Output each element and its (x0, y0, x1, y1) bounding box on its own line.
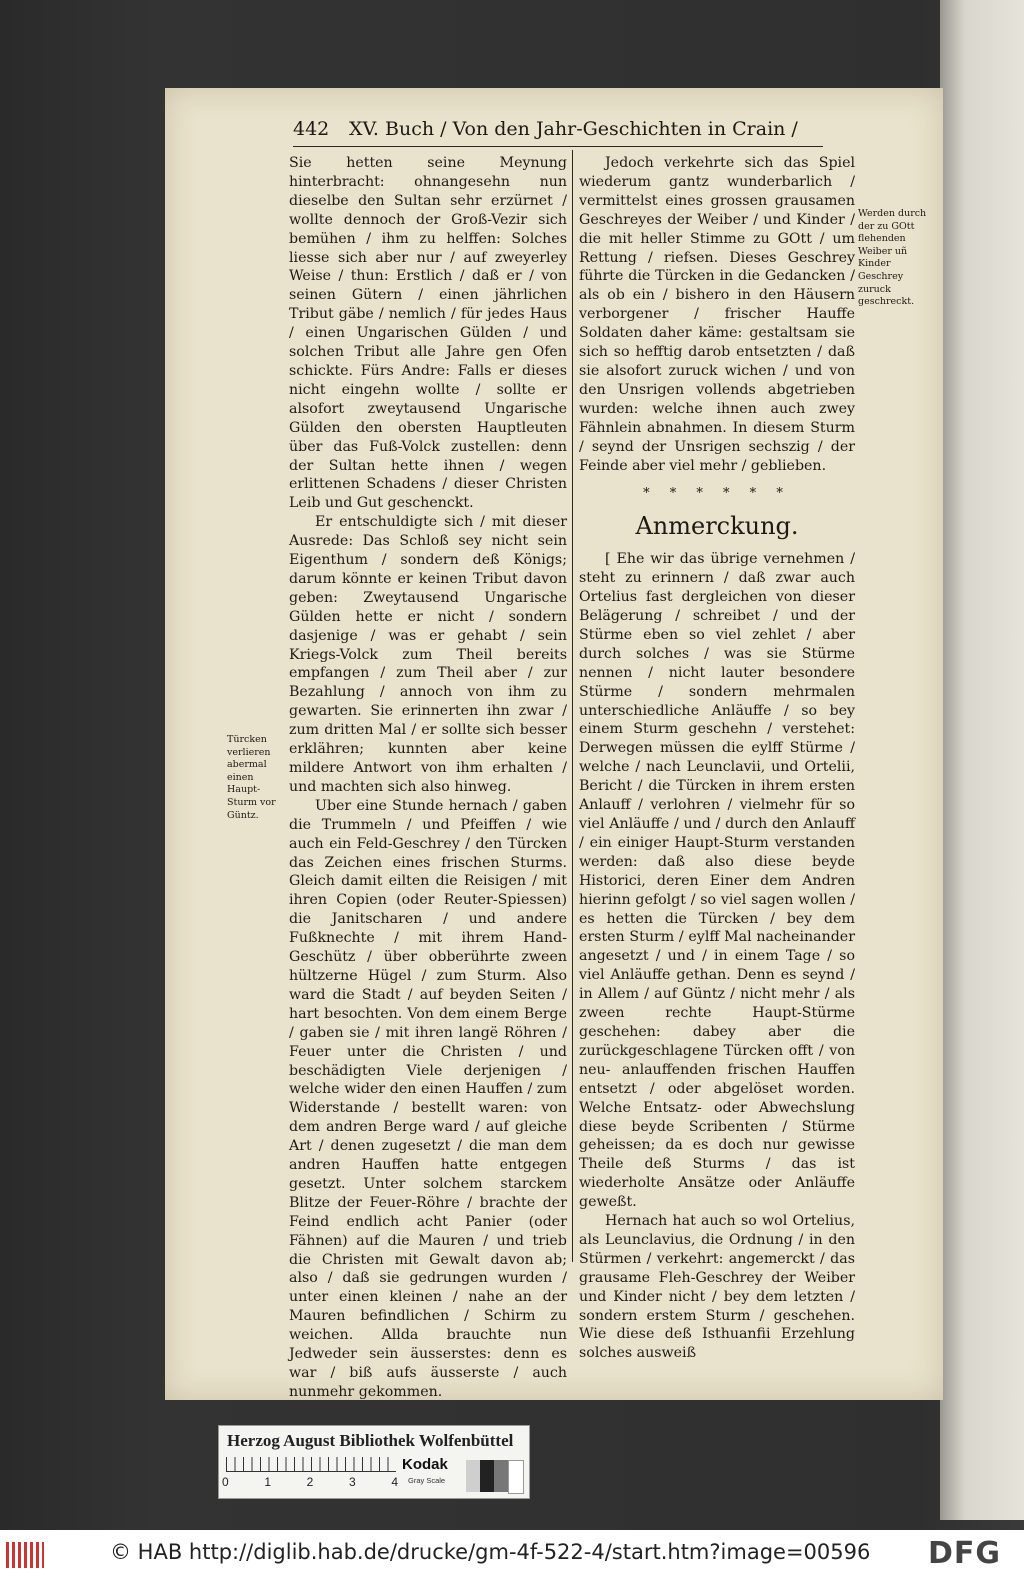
kodak-gray-scale (400, 1456, 526, 1494)
ruler-number: 3 (348, 1475, 356, 1489)
margin-note-right: Werden durch der zu GOtt flehenden Weiber uñ Kinder Geschrey zuruck geschreckt. (858, 208, 927, 308)
left-paragraph-2: Er entschuldigte sich / mit dieser Ausrede: Das Schloß sey nicht sein Eigenthum / sondern deß Königs; darum könnte er keinen Tribut davon geben: Zweytausend Ungarische Gülden hette er nicht / sondern dasjenige / was er gehabt / sein Kriegs-Volck zum Theil bereits empfangen / zum Theil aber / zur Bezahlung / annoch von ihm zu gewarten. Sie erinnerten ihn zwar / zum dritten Mal / er sollte sich besser erklähren; kunnten aber keine mildere Antwort von ihm erhalten / und machten sich also hinweg. (289, 514, 567, 795)
kodak-brand: Kodak (402, 1456, 448, 1473)
right-paragraph-2: [ Ehe wir das übrige vernehmen / steht zu erinnern / daß zwar auch Ortelius fast dergleichen von dieser Belägerung / schreibet / und der Stürme eben so viel zehlet / aber durch solches / was sie Stürme nennen / nicht lauter besondere Stürme / sondern mehrmalen unterschiedliche Anläuffe / so bey einem Sturm geschehn / verstehet: Derwegen müssen die eylff Stürme / welche / nach Leunclavii, und Ortelii, Bericht / die Türcken in ihrem ersten Anlauff / verlohren / vielmehr für so viel Anläuffe / und / durch den Anlauff / ein einiger Haupt-Sturm verstanden werden: daß also diese beyde Historici, deren Einer dem Andren hierinn gefolgt / so viel sagen wollen / es hetten die Türcken / bey dem ersten Sturm / eylff Mal nacheinander angesetzt / und / in einem Tage / so viel Anläuffe gethan. Denn es seynd / in Allem / auf Güntz / nicht mehr / als zween rechte Haupt-Stürme geschehen: dabey aber die zurückgeschlagene Türcken offt / von neu- anlauffenden frischen Hauffen entsetzt / oder abgelöset worden. Welche Entsatz- oder Abwechslung diese beyde Scribenten / Stürme geheissen; da es doch nur gewisse Theile deß Sturms / das ist wiederholte Ansätze oder Anläuffe geweßt. (579, 551, 855, 1211)
gray-swatch (466, 1460, 480, 1492)
ornament-stars: * * * * * * (643, 486, 791, 502)
running-title: XV. Buch / Von den Jahr-Geschichten in Crain / (349, 118, 798, 140)
kodak-subtitle: Gray Scale (408, 1476, 446, 1485)
dfg-logo: DFG (928, 1536, 1002, 1571)
scale-ruler (222, 1455, 398, 1493)
ruler-number: 1 (264, 1475, 272, 1489)
left-column (289, 154, 567, 1402)
left-paragraph-1: Sie hetten seine Meynung hinterbracht: ohnangesehn nun dieselbe den Sultan sehr erzürnet / wollte dennoch der Groß-Vezir sich bemühen / ihm zu helffen: Solches liesse sich aber nur / auf zweyerley Weise / thun: Erstlich / daß er / von seinen Gütern / einen jährlichen Tribut gäbe / nemlich / für jedes Haus / einen Ungarischen Gülden / und solchen Tribut alle Jahre gen Ofen schickte. Fürs Andre: Falls er dieses nicht eingehn wollte / sollte er alsofort zweytausend Ungarische Gülden den obersten Hauptleuten über das Fuß-Volck zustellen: denn der Sultan hette ihnen / wegen erlittenen Schadens / dieser Christen Leib und Gut geschenckt. (289, 155, 567, 512)
ruler-number: 4 (391, 1475, 398, 1489)
footer-bar (0, 1530, 1024, 1582)
ruler-number: 2 (306, 1475, 314, 1489)
gray-swatch (480, 1460, 494, 1492)
barcode-icon (6, 1542, 44, 1568)
page-number: 442 (293, 118, 330, 140)
gray-swatch (494, 1460, 508, 1492)
ruler-number: 0 (222, 1475, 229, 1489)
left-paragraph-3: Uber eine Stunde hernach / gaben die Trummeln / und Pfeiffen / wie auch ein Feld-Geschrey / den Türcken das Zeichen eines frischen Sturms. Gleich damit eilten die Reisigen / mit ihren Copien (oder Reuter-Spiessen) die Janitscharen / und andere Fußknechte / mit ihrem Hand-Geschütz / über obberührte zween hültzerne Hügel / zum Sturm. Also ward die Stadt / auf beyden Seiten / hart besochten. Von dem einem Berge / gaben sie / mit ihren langë Röhren / Feuer unter die Christen / und beschädigten Viele derjenigen / welche wider den einen Hauffen / zum Widerstande / bestellt waren: von dem andren Berge ward / auf gleiche Art / denen zugesetzt / die man dem andren Hauffen hatte entgegen gesetzt. Unter solchem starckem Blitze der Feuer-Röhre / brachte der Feind endlich acht Panier (oder Fähnen) auf die Mauren / und trieb die Christen mit Gewalt davon ab; also / daß sie gedrungen wurden / unter einen kleinen / nahe an der Mauren befindlichen / Schirm zu weichen. Allda brauchte nun Jedweder sein äusserstes: denn es war / biß aufs äusserste / auch nunmehr gekommen. (289, 797, 567, 1400)
ruler-ticks (226, 1457, 396, 1472)
right-paragraph-1: Jedoch verkehrte sich das Spiel wiederum gantz wunderbarlich / vermittelst eines grossen grausamen Geschreyes der Weiber / und Kinder / die mit heller Stimme zu GOtt / um Rettung / riefsen. Dieses Geschrey führte die Türcken in die Gedancken / als ob ein / bishero in den Häusern verborgener / frischer Hauffe Soldaten daher käme: gestaltsam sie sich so hefftig darob entsetzten / daß sie alsofort zuruck wichen / und von den Unsrigen vollends abgetrieben wurden: welche ihnen auch zwey Fähnlein abnahmen. In diesem Sturm / seynd der Unsrigen sechszig / der Feinde aber viel mehr / geblieben. (579, 155, 855, 474)
right-column (579, 154, 855, 1363)
header-rule (293, 146, 823, 147)
page-header (293, 118, 823, 144)
gray-swatch (508, 1460, 524, 1494)
copyright-link[interactable]: © HAB http://diglib.hab.de/drucke/gm-4f-522-4/start.htm?image=00596 (110, 1540, 871, 1564)
column-rule (572, 150, 573, 1262)
right-paragraph-3: Hernach hat auch so wol Ortelius, als Leunclavius, die Ordnung / in den Stürmen / verkehrt: angemerckt / das grausame Fleh-Geschrey der Weiber und Kinder nicht / bey dem letzten / sondern erstem Sturm / geschehen. Wie diese deß Isthuanfii Erzehlung solches ausweiß (579, 1213, 855, 1362)
margin-note-left: Türcken verlieren abermal einen Haupt-Sturm vor Güntz. (227, 734, 276, 821)
next-page-edge (940, 0, 1024, 1520)
book-page (165, 88, 943, 1400)
library-name: Herzog August Bibliothek Wolfenbüttel (227, 1431, 514, 1450)
ruler-numbers (222, 1475, 398, 1489)
section-heading: Anmerckung. (635, 512, 799, 541)
